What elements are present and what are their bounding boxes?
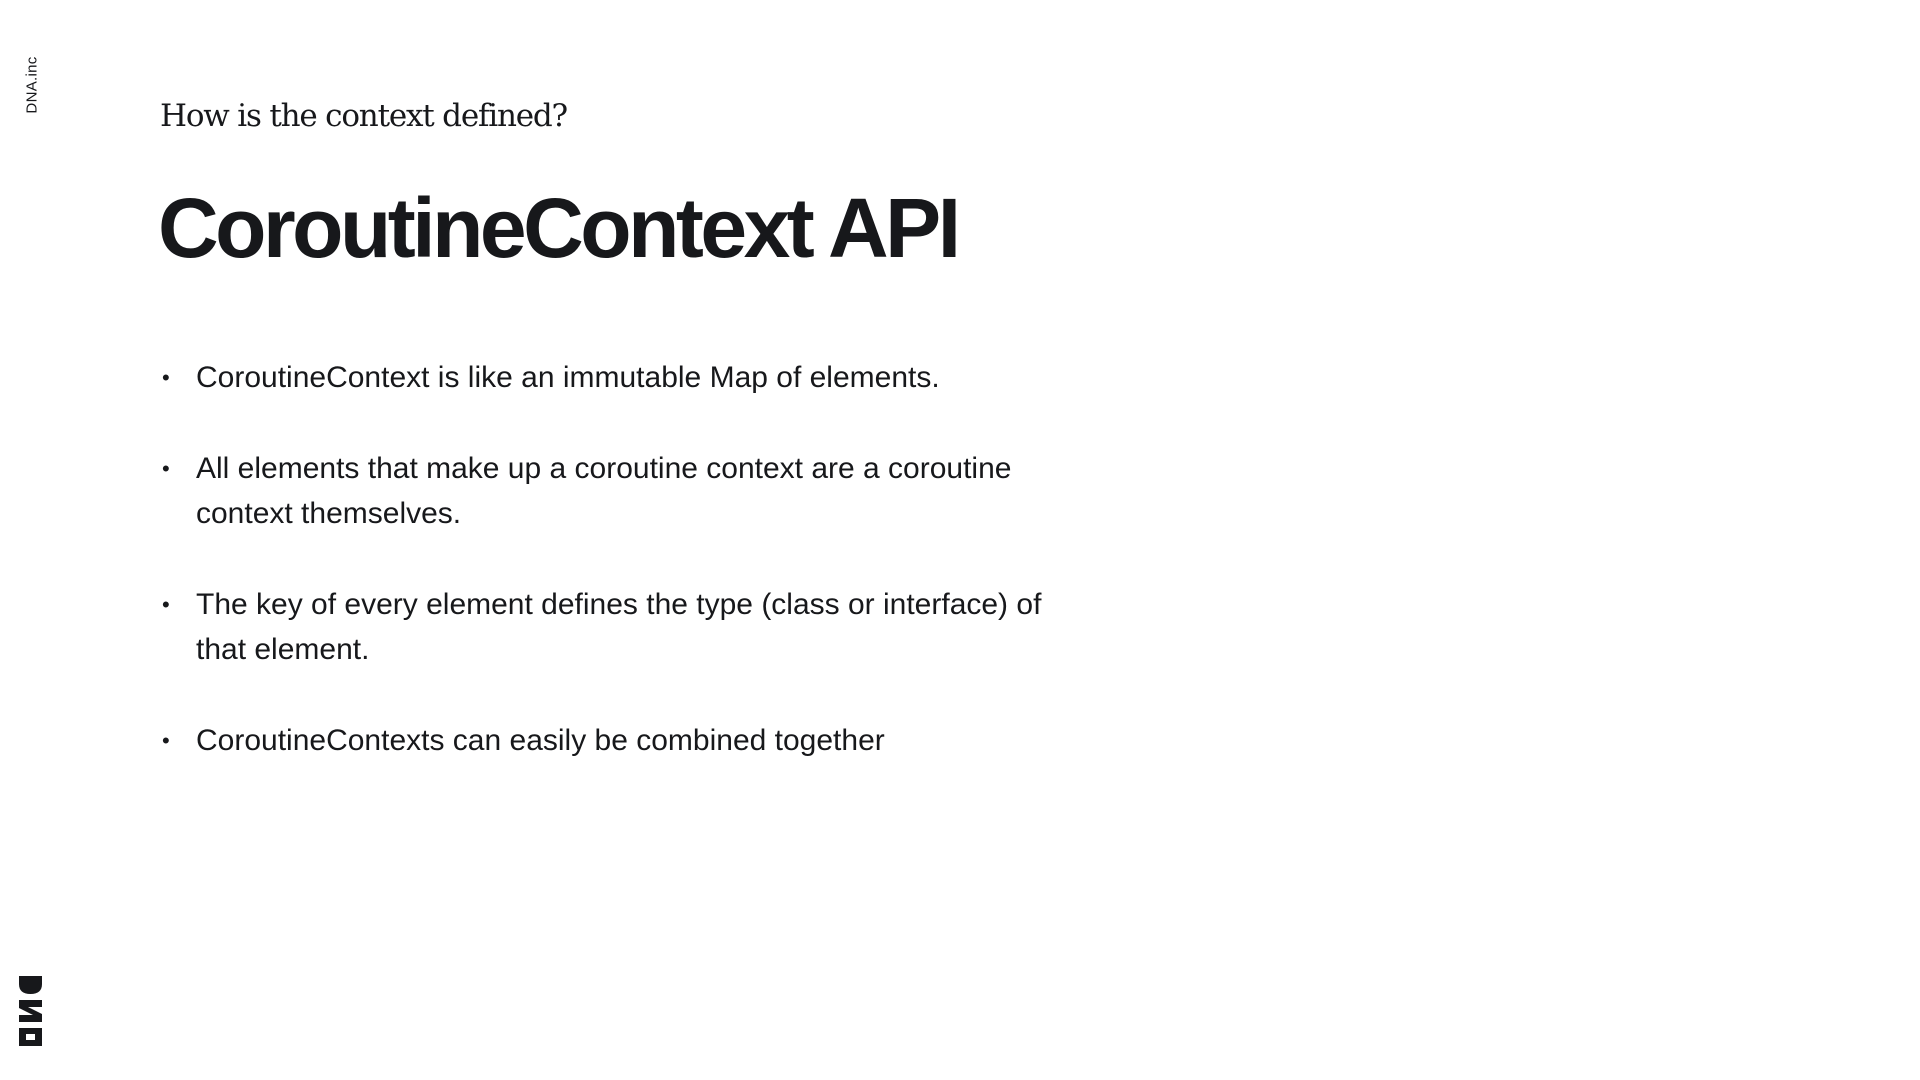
- side-brand-label: [16, 50, 48, 120]
- bullet-item: [160, 582, 1060, 672]
- slide-title: CoroutineContext API: [158, 181, 958, 275]
- bullet-dot: •: [162, 728, 170, 753]
- bullet-list: [160, 355, 1060, 809]
- bullet-item: [160, 355, 1060, 400]
- dna-logo-icon: [19, 976, 42, 1046]
- bullet-item: [160, 718, 1060, 763]
- bullet-item: [160, 446, 1060, 536]
- bullet-dot: •: [162, 456, 170, 481]
- bullet-text: The key of every element defines the type (class or interface) of that element.: [196, 588, 1042, 666]
- bullet-text: CoroutineContext is like an immutable Map of elements.: [196, 361, 940, 394]
- slide-subtitle: How is the context defined?: [160, 98, 567, 134]
- bullet-dot: •: [162, 365, 170, 390]
- brand-name: DNA.inc: [23, 56, 41, 114]
- bullet-dot: •: [162, 592, 170, 617]
- bullet-text: All elements that make up a coroutine context are a coroutine context themselves.: [196, 452, 1012, 530]
- bullet-text: CoroutineContexts can easily be combined together: [196, 724, 885, 757]
